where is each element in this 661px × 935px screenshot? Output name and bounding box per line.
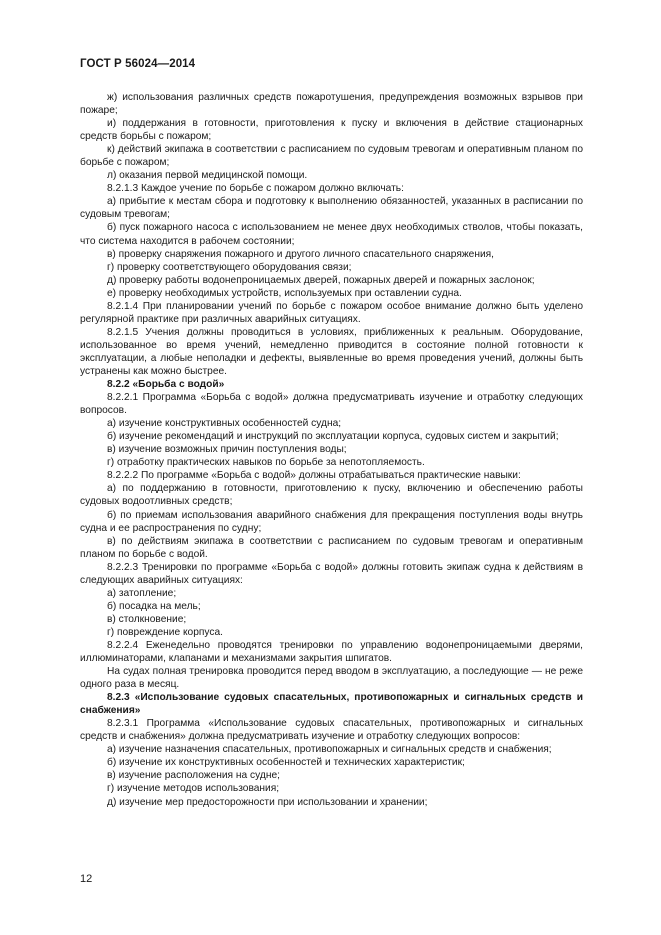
paragraph: е) проверку необходимых устройств, используемых при оставлении судна. [107, 287, 462, 299]
paragraph: д) проверку работы водонепроницаемых дверей, пожарных дверей и пожарных заслонок; [107, 274, 535, 286]
paragraph: 8.2.2.4 Еженедельно проводятся тренировки по управлению водонепроницаемыми дверями, иллюминаторами, клапанами и механизмами закрытия шпигатов. [80, 639, 583, 665]
page-number: 12 [80, 873, 93, 885]
paragraph: г) отработку практических навыков по борьбе за непотопляемость. [107, 457, 425, 469]
paragraph: в) по действиям экипажа в соответствии с расписанием по судовым тревогам и оперативным планом по борьбе с водой. [80, 535, 583, 560]
section-heading: 8.2.2 «Борьба с водой» [107, 379, 225, 391]
paragraph: г) изучение методов использования; [107, 783, 280, 795]
paragraph: 8.2.1.3 Каждое учение по борьбе с пожаром должно включать: [107, 183, 404, 195]
paragraph: 8.2.1.4 При планировании учений по борьбе с пожаром особое внимание должно быть уделено регулярной практике при различных аварийных ситуациях. [80, 300, 583, 325]
paragraph: 8.2.3.1 Программа «Использование судовых спасательных, противопожарных и сигнальных средств и снабжения» должна предусматривать изучение и отработку следующих вопросов: [80, 718, 583, 743]
paragraph: б) изучение рекомендаций и инструкций по эксплуатации корпуса, судовых систем и закрытий; [107, 431, 559, 443]
paragraph: б) по приемам использования аварийного снабжения для прекращения поступления воды внутрь судна и ее распространения по судну; [80, 509, 583, 534]
paragraph: в) проверку снаряжения пожарного и другого личного спасательного снаряжения, [107, 248, 494, 260]
paragraph: г) проверку соответствующего оборудования связи; [107, 261, 352, 273]
paragraph: а) по поддержанию в готовности, приготовлению к пуску, включению и обеспечению работы судовых водоотливных средств; [80, 483, 583, 508]
paragraph: 8.2.2.1 Программа «Борьба с водой» должна предусматривать изучение и отработку следующих вопросов. [80, 392, 583, 417]
document-body [80, 91, 583, 809]
paragraph: д) изучение мер предосторожности при использовании и хранении; [107, 796, 428, 808]
paragraph: и) поддержания в готовности, приготовления к пуску и включения в действие стационарных средств борьбы с пожаром; [80, 118, 583, 143]
paragraph: в) изучение возможных причин поступления воды; [107, 444, 347, 456]
paragraph: а) затопление; [107, 587, 177, 599]
paragraph: л) оказания первой медицинской помощи. [107, 170, 308, 182]
paragraph: а) изучение назначения спасательных, противопожарных и сигнальных средств и снабжения; [107, 744, 552, 756]
paragraph: 8.2.1.5 Учения должны проводиться в условиях, приближенных к реальным. Оборудование, использованное во время учений, немедленно приводится в состояние полной готовности к эксплуатации, а любые неполадки и дефекты, выявленные во время проведения учений, должны быть устранены как можно быстрее. [80, 326, 583, 377]
paragraph: к) действий экипажа в соответствии с расписанием по судовым тревогам и оперативным планом по борьбе с пожаром; [80, 144, 583, 169]
paragraph: в) столкновение; [107, 613, 187, 625]
paragraph: а) изучение конструктивных особенностей судна; [107, 418, 342, 430]
paragraph: б) изучение их конструктивных особенностей и технических характеристик; [107, 757, 465, 769]
paragraph: 8.2.2.3 Тренировки по программе «Борьба с водой» должны готовить экипаж судна к действиям в следующих аварийных ситуациях: [80, 561, 583, 586]
paragraph: в) изучение расположения на судне; [107, 770, 280, 782]
paragraph: б) посадка на мель; [107, 600, 201, 612]
section-heading: 8.2.3 «Использование судовых спасательных, противопожарных и сигнальных средств и снабжения» [80, 692, 583, 717]
paragraph: г) повреждение корпуса. [107, 626, 223, 638]
document-header: ГОСТ Р 56024—2014 [80, 58, 196, 70]
paragraph: 8.2.2.2 По программе «Борьба с водой» должны отрабатываться практические навыки: [107, 470, 521, 482]
paragraph: На судах полная тренировка проводится перед вводом в эксплуатацию, а последующие — не реже одного раза в месяц. [80, 666, 583, 691]
paragraph: а) прибытие к местам сбора и подготовку к выполнению обязанностей, указанных в расписании по судовым тревогам; [80, 196, 583, 221]
paragraph: ж) использования различных средств пожаротушения, предупреждения возможных взрывов при пожаре; [80, 92, 583, 117]
paragraph: б) пуск пожарного насоса с использованием не менее двух необходимых стволов, чтобы показать, что система находится в рабочем состоянии; [80, 222, 583, 247]
